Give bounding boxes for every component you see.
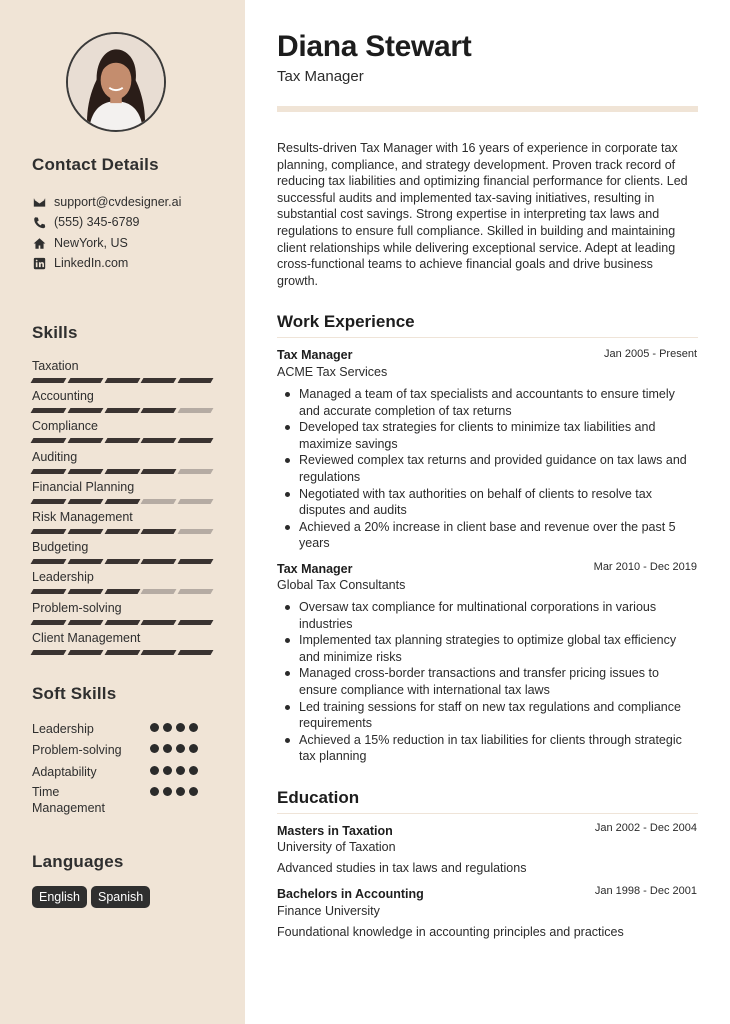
- home-icon: [32, 236, 46, 250]
- skill-level-bar: [32, 469, 212, 474]
- skill-level-segment: [31, 499, 67, 504]
- skill-level-bar: [32, 589, 212, 594]
- soft-skill-dot: [150, 744, 159, 753]
- skill-level-segment: [141, 378, 177, 383]
- soft-skill-dot: [163, 744, 172, 753]
- skill-row: [32, 389, 212, 413]
- skill-level-segment: [141, 650, 177, 655]
- skill-label: Client Management: [32, 630, 141, 645]
- skill-level-bar: [32, 620, 212, 625]
- contact-section-title: Contact Details: [32, 155, 159, 174]
- job-dates: Mar 2010 - Dec 2019: [593, 561, 697, 573]
- education-school: University of Taxation: [277, 840, 396, 854]
- soft-skill-dots: [150, 766, 198, 775]
- skill-level-segment: [31, 650, 67, 655]
- list-item: Oversaw tax compliance for multinational corporations in various industries: [299, 599, 699, 632]
- skill-level-bar: [32, 438, 212, 443]
- skill-label: Risk Management: [32, 510, 133, 524]
- skill-level-segment: [67, 438, 103, 443]
- contact-email-text: support@cvdesigner.ai: [54, 195, 182, 209]
- envelope-icon: [32, 195, 46, 209]
- language-tag: English: [32, 886, 87, 908]
- list-item: Negotiated with tax authorities on behalf of clients to resolve tax disputes and audits: [299, 486, 699, 519]
- skill-label: Leadership: [32, 570, 94, 585]
- skill-level-segment: [67, 378, 103, 383]
- list-item: Reviewed complex tax returns and provided guidance on tax laws and regulations: [299, 452, 699, 485]
- soft-skill-dot: [150, 787, 159, 796]
- soft-skill-dot: [150, 723, 159, 732]
- skill-level-bar: [32, 559, 212, 564]
- soft-skill-dot: [189, 766, 198, 775]
- education-degree: Bachelors in Accounting: [277, 887, 424, 901]
- skill-level-segment: [67, 499, 103, 504]
- soft-skill-dot: [176, 744, 185, 753]
- skill-level-segment: [31, 529, 67, 534]
- skill-level-segment: [104, 650, 140, 655]
- phone-icon: [32, 215, 46, 229]
- skill-level-segment: [141, 589, 177, 594]
- skill-level-segment: [178, 529, 214, 534]
- skill-level-segment: [67, 589, 103, 594]
- skill-label: Compliance: [32, 419, 99, 434]
- skill-level-segment: [141, 559, 177, 564]
- skill-row: [32, 480, 212, 504]
- skill-row: [32, 419, 212, 443]
- soft-skill-dots: [150, 744, 198, 753]
- soft-skill-dot: [163, 766, 172, 775]
- skill-level-segment: [178, 589, 214, 594]
- skill-label: Budgeting: [32, 540, 89, 555]
- soft-skill-dot: [189, 787, 198, 796]
- skill-level-segment: [31, 589, 67, 594]
- soft-skill-row: [32, 784, 222, 817]
- education-description: Advanced studies in tax laws and regulations: [277, 861, 527, 875]
- header-divider: [277, 106, 698, 112]
- skill-row: [32, 570, 212, 594]
- skill-level-segment: [104, 438, 140, 443]
- skill-level-segment: [104, 469, 140, 474]
- skill-level-segment: [31, 559, 67, 564]
- job-company: ACME Tax Services: [277, 365, 388, 379]
- soft-skill-dot: [176, 723, 185, 732]
- skill-level-segment: [141, 469, 177, 474]
- skill-level-segment: [67, 650, 103, 655]
- soft-skill-dot: [189, 744, 198, 753]
- contact-email[interactable]: [32, 195, 181, 209]
- candidate-role: Tax Manager: [277, 68, 364, 85]
- contact-location: [32, 236, 128, 250]
- soft-skill-row: [32, 720, 222, 738]
- skill-level-segment: [104, 559, 140, 564]
- skill-level-segment: [141, 408, 177, 413]
- skill-level-bar: [32, 499, 212, 504]
- list-item: Achieved a 20% increase in client base and revenue over the past 5 years: [299, 519, 699, 552]
- job-title: Tax Manager: [277, 562, 353, 576]
- skill-level-segment: [31, 469, 67, 474]
- skill-level-segment: [31, 620, 67, 625]
- skill-row: [32, 631, 212, 655]
- skill-level-segment: [178, 438, 214, 443]
- job-title: Tax Manager: [277, 348, 353, 362]
- soft-skill-dot: [163, 787, 172, 796]
- skill-level-segment: [178, 650, 214, 655]
- job-bullets: [299, 599, 699, 765]
- soft-skill-dot: [150, 766, 159, 775]
- job-bullets: [299, 386, 699, 552]
- job-dates: Jan 2005 - Present: [604, 348, 697, 360]
- soft-skill-dot: [176, 787, 185, 796]
- list-item: Developed tax strategies for clients to minimize tax liabilities and maximize savings: [299, 419, 699, 452]
- skill-label: Problem-solving: [32, 600, 122, 615]
- avatar-portrait-icon: [68, 34, 164, 130]
- skill-level-segment: [178, 408, 214, 413]
- skill-label: Accounting: [32, 389, 94, 404]
- soft-skill-dots: [150, 723, 198, 732]
- skill-row: [32, 601, 212, 625]
- soft-skill-dots: [150, 787, 198, 796]
- soft-skill-dot: [189, 723, 198, 732]
- skill-row: [32, 510, 212, 534]
- languages-section-title: Languages: [32, 852, 124, 871]
- skill-level-segment: [104, 620, 140, 625]
- education-description: Foundational knowledge in accounting principles and practices: [277, 925, 624, 939]
- education-title: Education: [277, 788, 360, 807]
- skill-level-segment: [141, 438, 177, 443]
- skill-level-segment: [31, 378, 67, 383]
- skill-level-segment: [104, 529, 140, 534]
- soft-skills-section-title: Soft Skills: [32, 684, 117, 703]
- skill-level-segment: [141, 529, 177, 534]
- skill-level-segment: [104, 499, 140, 504]
- sidebar: [0, 0, 245, 1024]
- skill-level-segment: [67, 529, 103, 534]
- skills-section-title: Skills: [32, 323, 78, 342]
- soft-skill-label: Time Management: [32, 785, 105, 815]
- linkedin-icon: [32, 256, 46, 270]
- list-item: Managed cross-border transactions and transfer pricing issues to ensure compliance with international tax laws: [299, 665, 699, 698]
- soft-skill-dot: [163, 723, 172, 732]
- soft-skill-dot: [176, 766, 185, 775]
- soft-skill-label: Leadership: [32, 722, 94, 736]
- skill-row: [32, 450, 212, 474]
- skill-level-segment: [104, 378, 140, 383]
- soft-skill-label: Adaptability: [32, 765, 97, 779]
- skill-level-segment: [178, 469, 214, 474]
- contact-phone-text: (555) 345-6789: [54, 215, 140, 229]
- contact-location-text: NewYork, US: [54, 236, 128, 250]
- skill-level-segment: [141, 620, 177, 625]
- section-divider: [277, 813, 698, 814]
- contact-phone[interactable]: [32, 215, 139, 229]
- section-divider: [277, 337, 698, 338]
- soft-skill-row: [32, 741, 222, 759]
- education-school: Finance University: [277, 904, 380, 918]
- work-experience-title: Work Experience: [277, 312, 415, 331]
- skill-level-segment: [67, 469, 103, 474]
- job-company: Global Tax Consultants: [277, 578, 406, 592]
- skill-level-segment: [31, 438, 67, 443]
- contact-linkedin[interactable]: [32, 256, 128, 270]
- list-item: Led training sessions for staff on new tax regulations and compliance requirements: [299, 699, 699, 732]
- skill-level-segment: [67, 559, 103, 564]
- skill-level-segment: [178, 620, 214, 625]
- list-item: Managed a team of tax specialists and accountants to ensure timely and accurate completion of tax returns: [299, 386, 699, 419]
- skill-row: [32, 359, 212, 383]
- skill-label: Auditing: [32, 449, 78, 464]
- education-dates: Jan 1998 - Dec 2001: [594, 885, 697, 897]
- language-tag: Spanish: [91, 886, 150, 908]
- skill-level-segment: [67, 408, 103, 413]
- list-item: Achieved a 15% reduction in tax liabilities for clients through strategic tax planning: [299, 732, 699, 765]
- skill-level-bar: [32, 529, 212, 534]
- skill-level-segment: [31, 408, 67, 413]
- education-dates: Jan 2002 - Dec 2004: [594, 822, 697, 834]
- skill-level-bar: [32, 378, 212, 383]
- skill-level-segment: [178, 559, 214, 564]
- education-degree: Masters in Taxation: [277, 824, 393, 838]
- skill-label: Taxation: [32, 359, 79, 373]
- soft-skill-row: [32, 763, 222, 781]
- soft-skill-label: Problem-solving: [32, 743, 122, 757]
- skill-level-segment: [104, 589, 140, 594]
- skill-level-segment: [178, 378, 214, 383]
- skill-level-segment: [178, 499, 214, 504]
- skill-level-segment: [104, 408, 140, 413]
- list-item: Implemented tax planning strategies to optimize global tax efficiency and minimize risks: [299, 632, 699, 665]
- skill-level-segment: [141, 499, 177, 504]
- skill-label: Financial Planning: [32, 479, 135, 494]
- profile-summary: Results-driven Tax Manager with 16 years of experience in corporate tax planning, compliance, and strategy development. Proven track record of reducing tax liabilities and optimizing financial performance for clients. Led successful audits and implemented tax-saving initiatives, resulting in substantial cost savings. Strong expertise in interpreting tax laws and regulations to ensure full compliance. Skilled in building and maintaining client relationships while delivering exceptional service. Adept at leading cross-functional teams to achieve financial goals and drive business growth.: [277, 141, 688, 288]
- profile-photo: [66, 32, 166, 132]
- skill-level-bar: [32, 408, 212, 413]
- candidate-name: Diana Stewart: [277, 30, 472, 63]
- skill-row: [32, 540, 212, 564]
- skill-level-segment: [67, 620, 103, 625]
- skill-level-bar: [32, 650, 212, 655]
- contact-linkedin-text: LinkedIn.com: [54, 256, 129, 270]
